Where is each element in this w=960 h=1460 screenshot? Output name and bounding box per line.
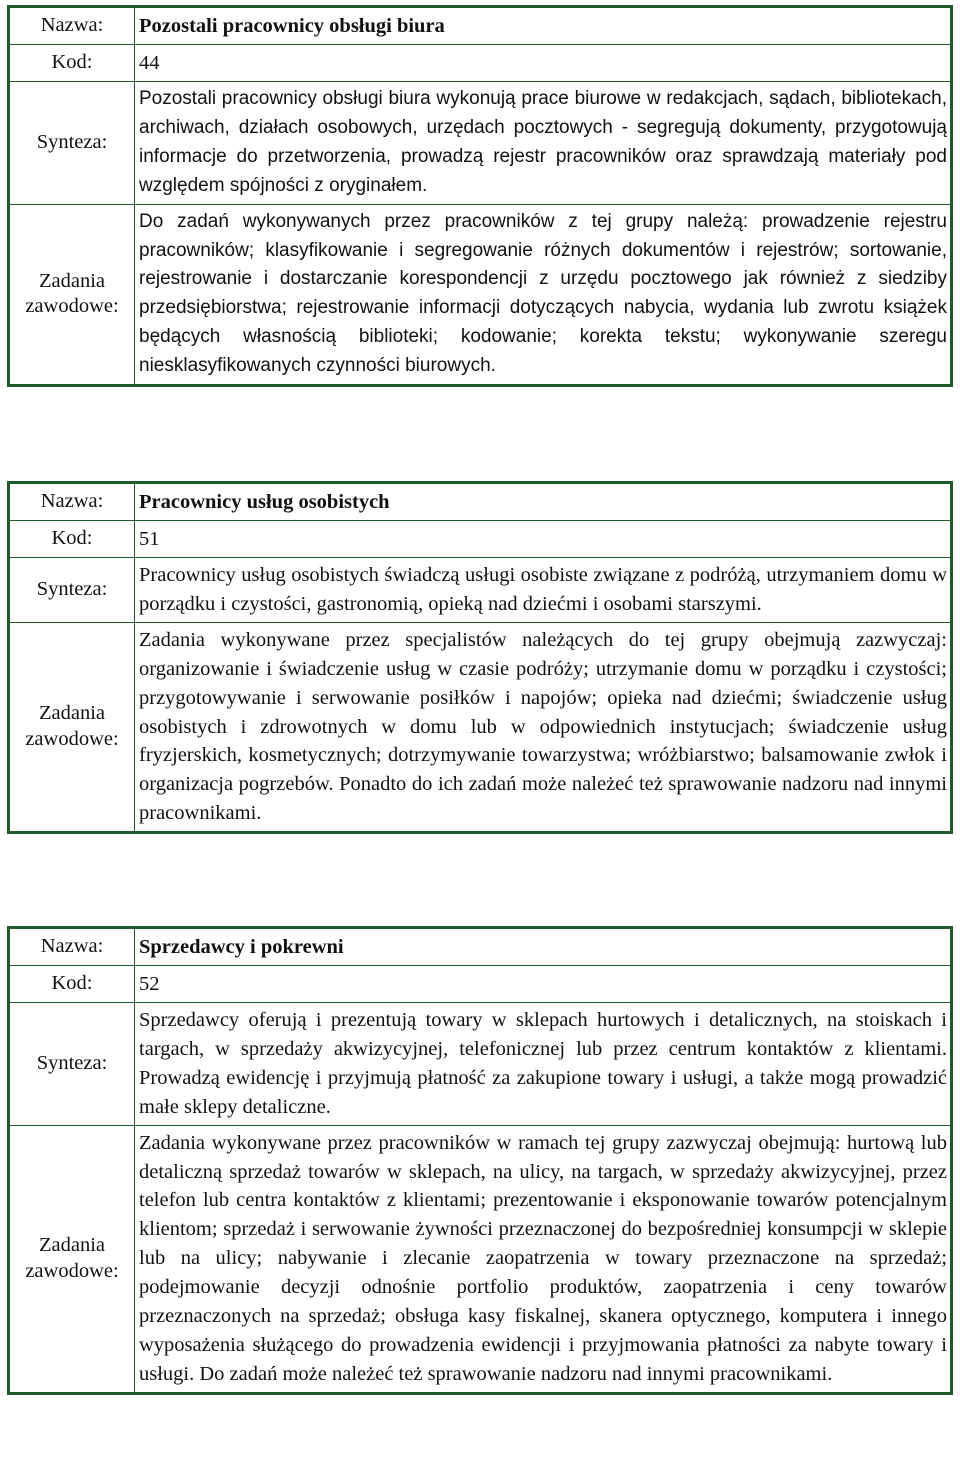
synteza-row	[10, 557, 950, 622]
zadania-label-line2: zawodowe:	[25, 727, 119, 750]
zadania-label	[10, 1126, 135, 1392]
occupation-card-44	[7, 5, 953, 387]
synteza-text: Sprzedawcy oferują i prezentują towary w sklepach hurtowych i detalicznych, na stoiskach i targach, w sprzedaży akwizycyjnej, telefonicznej lub przez centrum kontaktów z klientami. Prowadzą ewidencję i przyjmują płatność za zakupione towary i usługi, a także mogą prowadzić małe sklepy detaliczne.	[139, 1009, 947, 1118]
synteza-label: Synteza:	[10, 558, 135, 622]
synteza-row	[10, 1002, 950, 1125]
synteza-row	[10, 81, 950, 204]
zadania-label-line1: Zadania	[38, 269, 105, 292]
zadania-text: Zadania wykonywane przez pracowników w ramach tej grupy zazwyczaj obejmują: hurtową lub detaliczną sprzedaż towarów w sklepach, na ulicy, na targach, w sprzedaży akwizycyjnej, przez telefon lub centra kontaktów z klientami; prezentowanie i eksponowanie towarów potencjalnym klientom; sprzedaż i serwowanie żywności przeznaczonej do bezpośredniej konsumpcji w sklepie lub na ulicy; nabywanie i zlecanie zaopatrzenia w towary przeznaczone na sprzedaż; podejmowanie decyzji odnośnie portfolio produktów, zaopatrzenia i ceny towarów przeznaczonych na sprzedaż; obsługa kasy fiskalnej, skanera optycznego, komputera i innego wyposażenia służącego do prowadzenia ewidencji i przyjmowania płatności za nabyte towary i usługi. Do zadań może należeć też sprawowanie nadzoru nad innymi pracownikami.	[139, 1131, 947, 1385]
nazwa-label: Nazwa:	[10, 484, 135, 520]
occupation-title: Pozostali pracownicy obsługi biura	[139, 14, 445, 37]
zadania-label-line2: zawodowe:	[25, 295, 119, 318]
kod-row	[10, 965, 950, 1002]
zadania-label-line1: Zadania	[38, 1234, 105, 1257]
zadania-label-line1: Zadania	[38, 702, 105, 725]
zadania-text: Do zadań wykonywanych przez pracowników z tej grupy należą: prowadzenie rejestru pracowników; klasyfikowanie i segregowanie różnych dokumentów i rejestrów; sortowanie, rejestrowanie i dostarczanie korespondencji z urzędu pocztowego jak również z siedziby przedsiębiorstwa; rejestrowanie informacji dotyczących nabycia, wydania lub zwrotu książek będących własnością biblioteki; kodowanie; korekta tekstu; wykonywanie szeregu niesklasyfikowanych czynności biurowych.	[139, 210, 947, 377]
occupation-code: 52	[139, 972, 160, 995]
kod-row	[10, 520, 950, 557]
zadania-label	[10, 205, 135, 384]
nazwa-row	[10, 8, 950, 44]
occupation-card-51	[7, 481, 953, 834]
nazwa-row	[10, 929, 950, 965]
occupation-code: 44	[139, 51, 160, 74]
zadania-row	[10, 1125, 950, 1392]
synteza-text: Pozostali pracownicy obsługi biura wykonują prace biurowe w redakcjach, sądach, bibliotekach, archiwach, działach osobowych, urzędach pocztowych - segregują dokumenty, przygotowują informacje do przetworzenia, prowadzą rejestr pracowników oraz sprawdzają materiały pod względem spójności z oryginałem.	[139, 88, 947, 196]
synteza-label: Synteza:	[10, 1003, 135, 1125]
nazwa-label: Nazwa:	[10, 929, 135, 965]
nazwa-label: Nazwa:	[10, 8, 135, 44]
zadania-row	[10, 204, 950, 384]
zadania-row	[10, 622, 950, 831]
zadania-label	[10, 623, 135, 831]
zadania-label-line2: zawodowe:	[25, 1259, 119, 1282]
zadania-text: Zadania wykonywane przez specjalistów należących do tej grupy obejmują zazwyczaj: organizowanie i świadczenie usług w czasie podróży; utrzymanie domu w porządku i czystości; przygotowywanie i serwowanie posiłków i napojów; opieka nad dziećmi; świadczenie usług osobistych i zdrowotnych w domu lub w odpowiednich instytucjach; świadczenie usług fryzjerskich, kosmetycznych; dotrzymywanie towarzystwa; wróżbiarstwo; balsamowanie zwłok i organizacja pogrzebów. Ponadto do ich zadań może należeć też sprawowanie nadzoru nad innymi pracownikami.	[139, 628, 947, 825]
kod-label: Kod:	[10, 45, 135, 81]
occupation-title: Pracownicy usług osobistych	[139, 490, 390, 513]
synteza-text: Pracownicy usług osobistych świadczą usługi osobiste związane z podróżą, utrzymaniem domu w porządku i czystości, gastronomią, opieką nad dziećmi i osobami starszymi.	[139, 564, 947, 615]
nazwa-row	[10, 484, 950, 520]
occupation-card-52	[7, 926, 953, 1395]
occupation-title: Sprzedawcy i pokrewni	[139, 935, 344, 958]
kod-row	[10, 44, 950, 81]
occupation-code: 51	[139, 527, 160, 550]
kod-label: Kod:	[10, 966, 135, 1002]
kod-label: Kod:	[10, 521, 135, 557]
synteza-label: Synteza:	[10, 82, 135, 204]
